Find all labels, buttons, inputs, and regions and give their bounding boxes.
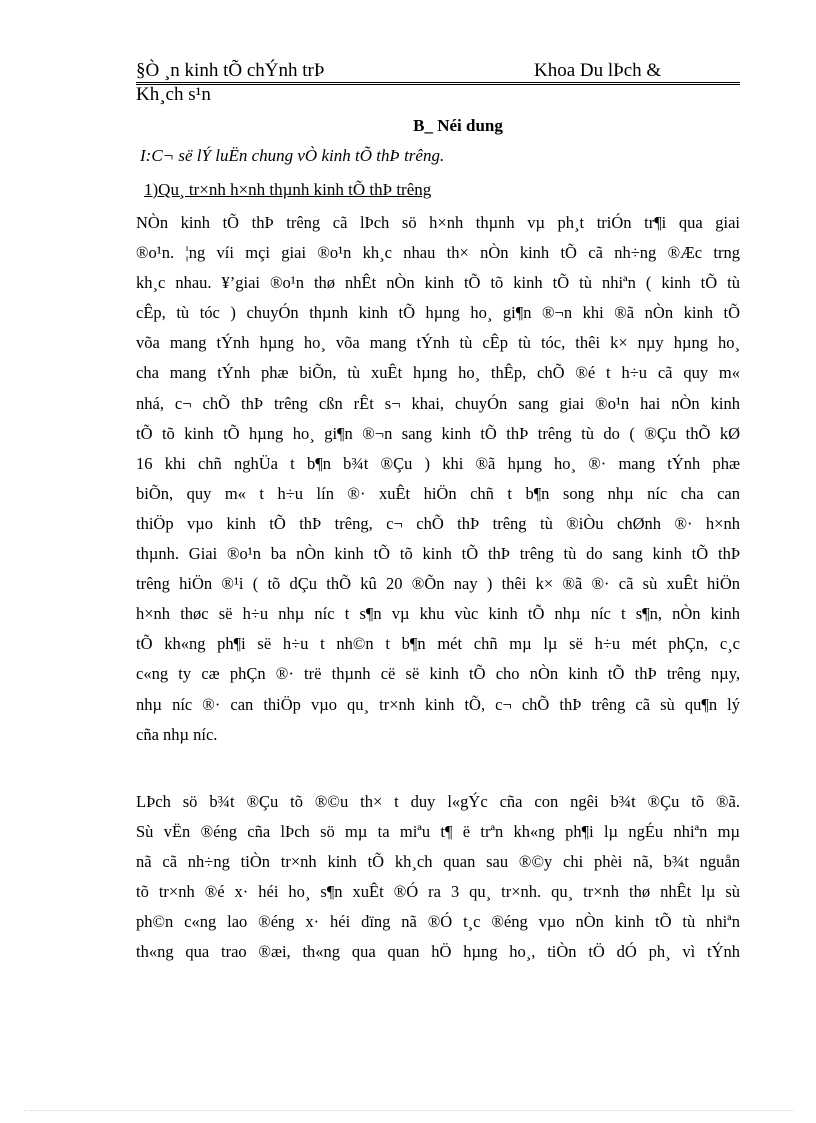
paragraph-line: ph©n c«ng lao ®éng x· héi dïng nã ®Ó t¸c ®éng vµo nÒn kinh tÕ tù nhiªn [136, 912, 740, 932]
paragraph-1 [136, 208, 740, 750]
paragraph-line: nã cã nh÷ng tiÒn tr×nh kinh tÕ kh¸ch quan sau ®©y chi phèi nã, b¾t nguån [136, 852, 740, 872]
paragraph-line: thiÖp vµo kinh tÕ thÞ trêng, c¬ chÕ thÞ trêng tù ®iÒu chØnh ®· h×nh [136, 513, 740, 533]
paragraph-line: thµnh. Giai ®o¹n ba nÒn kinh tÕ tõ kinh tÕ thÞ trêng tù do sang kinh tÕ thÞ [136, 544, 740, 564]
paragraph-line: ®o¹n. ¦ng víi mçi giai ®o¹n kh¸c nhau th× nÒn kinh tÕ cã nh÷ng ®Æc trng [136, 243, 740, 263]
paragraph-line: cha mang tÝnh phæ biÕn, tù xuÊt hµng ho¸ thÊp, chÕ ®é t h÷u cã quy m« [136, 363, 740, 383]
paragraph-line: nhá, c¬ chÕ thÞ trêng cßn rÊt s¬ khai, chuyÓn sang giai ®o¹n hai nÒn kinh [136, 393, 740, 413]
paragraph-line: võa mang tÝnh hµng ho¸ võa mang tÝnh tù cÊp tù tóc, thêi k× nµy hµng ho¸ [136, 333, 740, 353]
paragraph-line: biÕn, quy m« t h÷u lín ®· xuÊt hiÖn chñ t b¶n song nhµ níc cha can [136, 483, 740, 503]
paragraph-line: tÕ tõ kinh tÕ hµng ho¸ gi¶n ®¬n sang kinh tÕ thÞ trêng tù do ( ®Çu thÕ kØ [136, 423, 740, 443]
paragraph-line: h×nh thøc së h÷u nhµ níc t s¶n vµ khu vùc kinh tÕ nhµ níc t s¶n, nÒn kinh [136, 604, 740, 624]
paragraph-line: kh¸c nhau. ¥’giai ®o¹n thø nhÊt nÒn kinh tÕ tõ kinh tÕ tù nhiªn ( kinh tÕ tù [136, 273, 740, 293]
paragraph-line: trêng hiÖn ®¹i ( tõ dÇu thÕ kû 20 ®Õn nay ) thêi k× ®ã ®· cã sù xuÊt hiÖn [136, 574, 740, 594]
subsection-heading: 1)Qu¸ tr×nh h×nh thµnh kinh tÕ thÞ trêng [144, 180, 432, 199]
header-rule [136, 82, 740, 83]
paragraph-line: cÊp, tù tóc ) chuyÓn thµnh kinh tÕ hµng ho¸ gi¶n ®¬n khi ®ã nÒn kinh tÕ [136, 303, 740, 323]
header-faculty-continued: Kh¸ch s¹n [136, 84, 211, 105]
paragraph-line: 16 khi chñ nghÜa t b¶n b¾t ®Çu ) khi ®ã hµng ho¸ ®· mang tÝnh phæ [136, 453, 740, 473]
header-faculty: Khoa Du lÞch & [534, 60, 662, 81]
header-course-title: §Ò ¸n kinh tÕ chÝnh trÞ [136, 60, 325, 81]
header-rule-double [136, 84, 740, 85]
paragraph-line: tÕ kh«ng ph¶i së h÷u t nh©n t b¶n mét chñ mµ lµ së h÷u mét phÇn, c¸c [136, 634, 740, 654]
paragraph-line: LÞch sö b¾t ®Çu tõ ®©u th× t duy l«gÝc cña con ngêi b¾t ®Çu tõ ®ã. [136, 792, 740, 811]
chapter-subtitle: I:C¬ së lÝ luËn chung vÒ kinh tÕ thÞ trêng. [140, 146, 445, 165]
section-title: B_ Néi dung [413, 116, 503, 135]
paragraph-line: c«ng ty cæ phÇn ®· trë thµnh cë së kinh tÕ cho nÒn kinh tÕ thÞ trêng nµy, [136, 664, 740, 684]
paragraph-line: cña nhµ níc. [136, 724, 218, 744]
paragraph-line: th«ng qua trao ®æi, th«ng qua quan hÖ hµng ho¸, tiÒn tÖ dÓ ph¸ vì tÝnh [136, 942, 740, 962]
page-header [136, 58, 740, 105]
paragraph-2 [136, 787, 740, 968]
paragraph-line: tõ tr×nh ®é x· héi ho¸ s¶n xuÊt ®Ó ra 3 qu¸ tr×nh. qu¸ tr×nh thø nhÊt lµ sù [136, 882, 740, 902]
paragraph-line: Sù vËn ®éng cña lÞch sö mµ ta miªu t¶ ë trªn kh«ng ph¶i lµ ngÉu nhiªn mµ [136, 822, 740, 842]
page-bottom-border [24, 1110, 794, 1111]
paragraph-line: NÒn kinh tÕ thÞ trêng cã lÞch sö h×nh thµnh vµ ph¸t triÓn tr¶i qua giai [136, 213, 740, 232]
paragraph-line: nhµ níc ®· can thiÖp vµo qu¸ tr×nh kinh tÕ, c¬ chÕ thÞ trêng cã sù qu¶n lý [136, 694, 740, 714]
